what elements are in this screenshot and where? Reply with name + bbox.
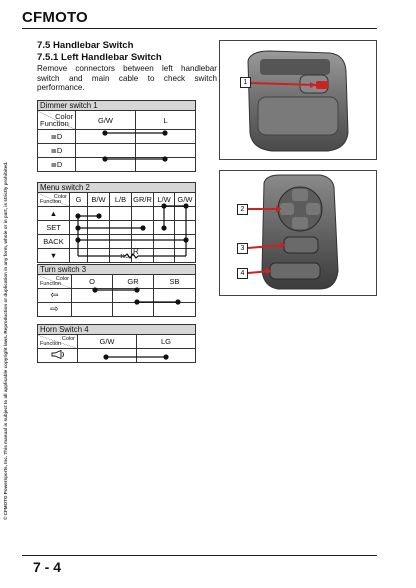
resistor-value: 1kΩ bbox=[120, 254, 130, 260]
column-header: GR bbox=[113, 275, 154, 289]
color-label: Color bbox=[53, 194, 67, 200]
turn-left-arrow-icon: ⇦ bbox=[38, 289, 72, 303]
column-header: L/B bbox=[110, 193, 132, 207]
column-header: L bbox=[136, 111, 196, 130]
column-header: L/W bbox=[154, 193, 175, 207]
copyright-notice: © CFMOTO Powersports, Inc. This manual is subject to all applicable copyright laws. Reproduction or duplication in any form, whole or in part, is strictly prohibited. bbox=[3, 161, 8, 520]
callout-4: 4 bbox=[237, 268, 248, 279]
column-header: O bbox=[72, 275, 113, 289]
passing-icon: ≣D bbox=[38, 144, 76, 158]
column-header: GR/R bbox=[132, 193, 154, 207]
turn-right-arrow-icon: ⇨ bbox=[38, 303, 72, 317]
column-header: B/W bbox=[88, 193, 110, 207]
callout-1: 1 bbox=[240, 77, 251, 88]
low-beam-icon: ≣D bbox=[38, 158, 76, 172]
column-header: SB bbox=[154, 275, 196, 289]
column-header: LG bbox=[137, 335, 196, 349]
down-arrow-icon: ▼ bbox=[38, 249, 70, 263]
back-row-label: BACK bbox=[38, 235, 70, 249]
set-row-label: SET bbox=[38, 221, 70, 235]
turn-table-title: Turn switch 3 bbox=[38, 265, 196, 275]
high-beam-icon: ≣D bbox=[38, 130, 76, 144]
color-label: Color bbox=[61, 336, 75, 342]
left-switch-photo-1 bbox=[219, 40, 377, 160]
brand-logo-text: CFMOTO bbox=[22, 9, 88, 26]
menu-table-title: Menu switch 2 bbox=[38, 183, 196, 193]
section-heading: 7.5 Handlebar Switch bbox=[37, 40, 134, 51]
function-label: Function bbox=[40, 199, 62, 205]
page-number: 7 - 4 bbox=[33, 559, 62, 575]
function-label: Function bbox=[40, 341, 62, 347]
column-header: G bbox=[70, 193, 88, 207]
column-header: G/W bbox=[175, 193, 196, 207]
callout-2: 2 bbox=[237, 204, 248, 215]
function-label: Function bbox=[40, 119, 69, 128]
resistor-label: R bbox=[133, 247, 139, 256]
left-switch-photo-2 bbox=[219, 170, 377, 296]
column-header: G/W bbox=[78, 335, 137, 349]
callout-3: 3 bbox=[237, 243, 248, 254]
up-arrow-icon: ▲ bbox=[38, 207, 70, 221]
color-label: Color bbox=[55, 112, 73, 121]
section-description: Remove connectors between left handlebar switch and main cable to check switch performance. bbox=[37, 64, 217, 93]
column-header: G/W bbox=[76, 111, 136, 130]
dimmer-table-title: Dimmer switch 1 bbox=[38, 101, 196, 111]
color-label: Color bbox=[55, 276, 69, 282]
footer-divider bbox=[22, 555, 377, 556]
section-subheading: 7.5.1 Left Handlebar Switch bbox=[37, 52, 162, 63]
horn-table-title: Horn Switch 4 bbox=[38, 325, 196, 335]
handlebar-switch-image bbox=[220, 41, 376, 159]
function-label: Function bbox=[40, 281, 62, 287]
